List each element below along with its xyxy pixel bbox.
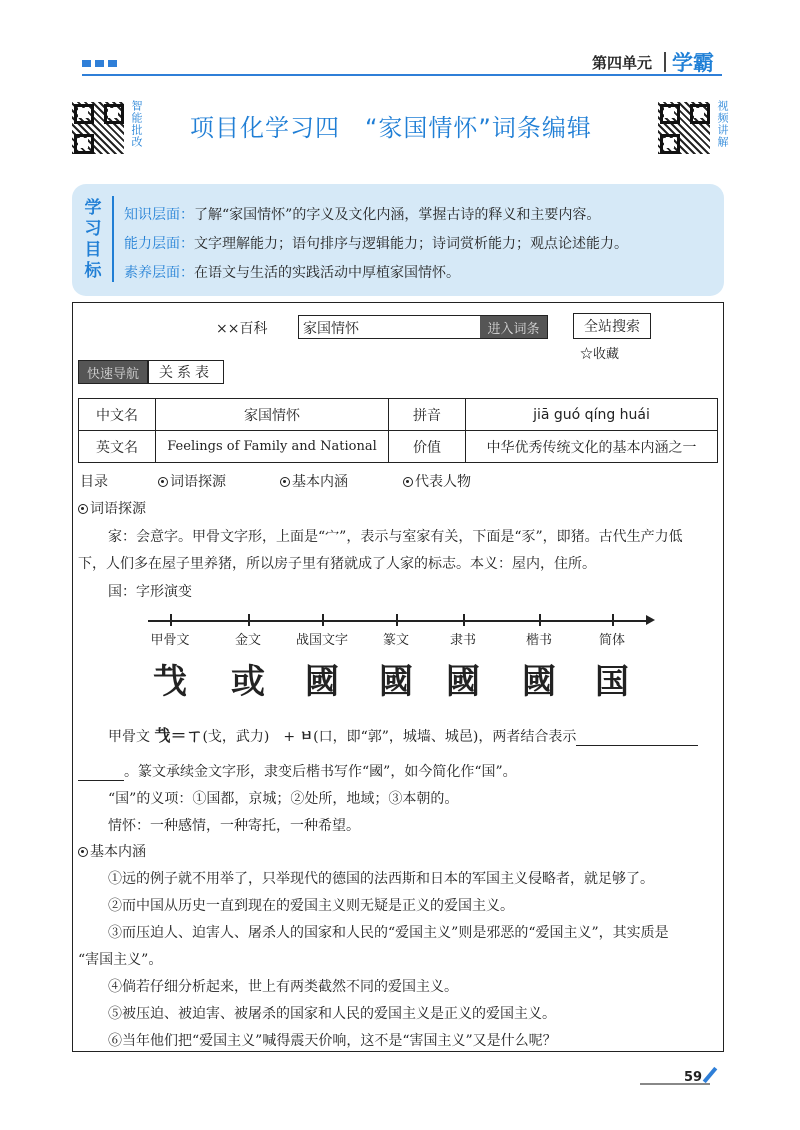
script-glyph: 國 <box>305 662 339 702</box>
table-cell: 中华优秀传统文化的基本内涵之一 <box>466 431 718 463</box>
timeline-tick <box>396 614 398 626</box>
header-rule <box>82 74 722 76</box>
table-cell: 英文名 <box>79 431 156 463</box>
site-search-button[interactable]: 全站搜索 <box>573 313 651 339</box>
qr-right-label: 视频讲解 <box>716 100 729 148</box>
qinghuai-definition: 情怀：一种感情，一种寄托，一种希望。 <box>108 818 360 834</box>
goal-knowledge: 知识层面：了解“家国情怀”的字义及文化内涵，掌握古诗的释义和主要内容。 <box>124 207 601 223</box>
table-cell: 拼音 <box>389 399 466 431</box>
script-glyph: 國 <box>522 662 556 702</box>
section-etymology: 词语探源 <box>78 498 146 518</box>
script-glyph: 𢦏 <box>153 662 187 702</box>
goal-literacy: 素养层面：在语文与生活的实践活动中厚植家国情怀。 <box>124 265 460 281</box>
script-glyph: 或 <box>231 662 265 702</box>
timeline-label: 隶书 <box>449 633 477 648</box>
toc-item-etymology[interactable]: 词语探源 <box>158 471 226 491</box>
qr-code-left[interactable] <box>72 102 126 156</box>
goals-divider <box>112 196 114 282</box>
toc-label: 目录 <box>80 474 108 490</box>
sentence-3-cont: “害国主义”。 <box>78 952 163 968</box>
tab-quick-nav[interactable]: 快速导航 <box>78 360 148 384</box>
table-row <box>79 399 718 431</box>
seal-line: 。篆文承续金文字形，隶变后楷书写作“國”，如今简化作“国”。 <box>78 761 517 781</box>
brand-logo: 学霸 <box>672 51 714 75</box>
table-cell: Feelings of Family and National <box>156 431 389 463</box>
script-glyph: 國 <box>379 662 413 702</box>
sentence-2: ②而中国从历史一直到现在的爱国主义则无疑是正义的爱国主义。 <box>108 898 514 914</box>
jia-line-1: 家：会意字。甲骨文字形，上面是“宀”，表示与室家有关，下面是“豕”，即猪。古代生产力低 <box>108 529 683 545</box>
search-value: 家国情怀 <box>303 321 359 337</box>
page-number: 59 <box>684 1070 703 1085</box>
guo-meaning: “国”的义项：①国都，京城；②处所，地域；③本朝的。 <box>108 791 459 807</box>
timeline-label: 金文 <box>234 633 262 648</box>
script-glyph: 国 <box>595 662 629 702</box>
enter-entry-button[interactable]: 进入词条 <box>480 316 547 338</box>
header-separator <box>664 52 666 72</box>
tab-relation[interactable]: 关系表 <box>148 360 224 384</box>
qr-left-label: 智能批改 <box>130 100 143 148</box>
pencil-icon <box>703 1067 718 1083</box>
script-glyph: 國 <box>446 662 480 702</box>
sentence-4: ④倘若仔细分析起来，世上有两类截然不同的爱国主义。 <box>108 979 458 995</box>
table-row <box>79 431 718 463</box>
page-title: 项目化学习四 “家国情怀”词条编辑 <box>190 114 592 142</box>
timeline-tick <box>539 614 541 626</box>
timeline-arrow <box>646 615 655 625</box>
jia-line-2: 下，人们多在屋子里养猪，所以房子里有猪就成了人家的标志。本义：屋内，住所。 <box>78 556 596 572</box>
timeline-label: 篆文 <box>382 633 410 648</box>
guo-intro: 国：字形演变 <box>108 584 192 600</box>
info-table <box>78 398 718 463</box>
timeline-tick <box>612 614 614 626</box>
table-cell: 中文名 <box>79 399 156 431</box>
timeline-label: 战国文字 <box>295 633 349 648</box>
timeline-tick <box>322 614 324 626</box>
sentence-1: ①远的例子就不用举了，只举现代的德国的法西斯和日本的军国主义侵略者，就足够了。 <box>108 871 654 887</box>
timeline-label: 简体 <box>598 633 626 648</box>
oracle-line: 甲骨文 𢦏＝ㄒ(戈，武力) + ㅂ(口，即“郭”，城墙、城邑)，两者结合表示 <box>108 723 698 746</box>
unit-label: 第四单元 <box>592 54 653 72</box>
qr-code-right[interactable] <box>658 102 712 156</box>
timeline-axis <box>148 620 648 622</box>
section-connotation: 基本内涵 <box>78 841 146 861</box>
toc-item-connotation[interactable]: 基本内涵 <box>280 471 348 491</box>
sentence-6: ⑥当年他们把“爱国主义”喊得震天价响，这不是“害国主义”又是什么呢？ <box>108 1033 557 1049</box>
favorite-link[interactable]: ☆收藏 <box>580 347 620 362</box>
timeline-label: 甲骨文 <box>150 633 190 648</box>
table-cell: 价值 <box>389 431 466 463</box>
table-cell: jiā guó qíng huái <box>466 399 718 431</box>
site-name: ××百科 <box>216 321 268 337</box>
toc-item-figures[interactable]: 代表人物 <box>403 471 471 491</box>
timeline-tick <box>170 614 172 626</box>
header-decoration <box>82 60 117 67</box>
timeline-tick <box>248 614 250 626</box>
goals-tag: 学 习 目 标 <box>84 198 102 281</box>
sentence-5: ⑤被压迫、被迫害、被屠杀的国家和人民的爱国主义是正义的爱国主义。 <box>108 1006 556 1022</box>
goal-ability: 能力层面：文字理解能力；语句排序与逻辑能力；诗词赏析能力；观点论述能力。 <box>124 236 628 252</box>
timeline-label: 楷书 <box>525 633 553 648</box>
sentence-3: ③而压迫人、迫害人、屠杀人的国家和人民的“爱国主义”则是邪恶的“爱国主义”，其实质是 <box>108 925 669 941</box>
timeline-tick <box>463 614 465 626</box>
table-cell: 家国情怀 <box>156 399 389 431</box>
